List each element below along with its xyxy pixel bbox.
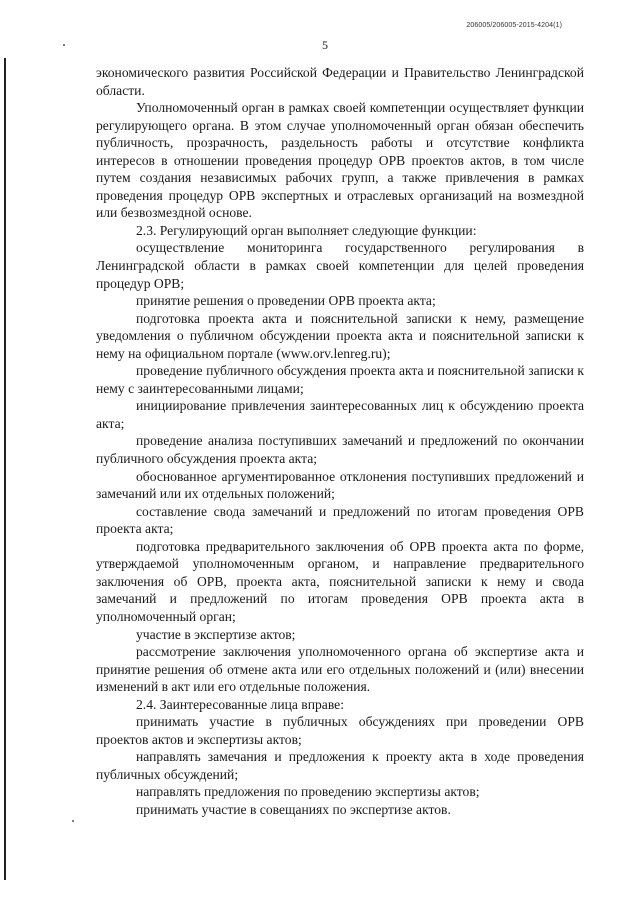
document-body <box>96 64 584 819</box>
scan-margin-line <box>4 58 6 880</box>
paragraph: инициирование привлечения заинтересованных лиц к обсуждению проекта акта; <box>96 398 584 431</box>
paragraph: участие в экспертизе актов; <box>136 626 296 642</box>
paragraph: обоснованное аргументированное отклонения поступивших предложений и замечаний или их отдельных положений; <box>96 468 584 502</box>
paragraph: рассмотрение заключения уполномоченного органа об экспертизе акта и принятие решения об отмене акта или его отдельных положений и (или) внесении изменений в акт или его отдельные положения. <box>96 644 584 695</box>
paragraph: Уполномоченный орган в рамках своей компетенции осуществляет функции регулирующего органа. В этом случае уполномоченный орган обязан обеспечить публичность, прозрачность, раздельность работы и отсутствие конфликта интересов в отношении проведения процедур ОРВ проектов актов, в том числе путем создания независимых рабочих групп, а также привлечения в рамках проведения процедур ОРВ экспертных и отраслевых организаций на возмездной или безвозмездной основе. <box>96 100 584 221</box>
paragraph: составление свода замечаний и предложений по итогам проведения ОРВ проекта акта; <box>96 503 584 537</box>
scan-artifact <box>63 44 65 46</box>
paragraph: проведение анализа поступивших замечаний и предложений по окончании публичного обсуждения проекта акта; <box>96 433 584 467</box>
paragraph: подготовка предварительного заключения об ОРВ проекта акта по форме, утверждаемой уполномоченным органом, и направление предварительного заключения об ОРВ, проекта акта, пояснительной записки к нему и свода замечаний и предложений по итогам проведения ОРВ проекта акта в уполномоченный орган; <box>96 538 584 624</box>
paragraph: принимать участие в совещаниях по экспертизе актов. <box>136 801 451 817</box>
paragraph: принимать участие в публичных обсуждениях при проведении ОРВ проектов актов и экспертизы актов; <box>96 714 584 747</box>
page-number: 5 <box>322 38 328 52</box>
paragraph: экономического развития Российской Федерации и Правительство Ленинградской области. <box>96 65 584 98</box>
document-id: 206005/206005-2015-4204(1) <box>466 22 562 29</box>
paragraph: 2.3. Регулирующий орган выполняет следующие функции: <box>136 222 477 238</box>
paragraph: принятие решения о проведении ОРВ проекта акта; <box>136 293 436 309</box>
paragraph: осуществление мониторинга государственного регулирования в Ленинградской области в рамках своей компетенции для целей проведения процедур ОРВ; <box>96 240 584 291</box>
paragraph: подготовка проекта акта и пояснительной записки к нему, размещение уведомления о публичном обсуждении проекта акта и пояснительной записки к нему на официальном портале (www.orv.lenreg.ru); <box>96 310 584 361</box>
paragraph: направлять предложения по проведению экспертизы актов; <box>136 784 480 800</box>
paragraph: направлять замечания и предложения к проекту акта в ходе проведения публичных обсуждений; <box>96 749 584 782</box>
scan-artifact <box>72 820 74 822</box>
paragraph: проведение публичного обсуждения проекта акта и пояснительной записки к нему с заинтересованными лицами; <box>96 363 584 396</box>
paragraph: 2.4. Заинтересованные лица вправе: <box>136 696 344 712</box>
